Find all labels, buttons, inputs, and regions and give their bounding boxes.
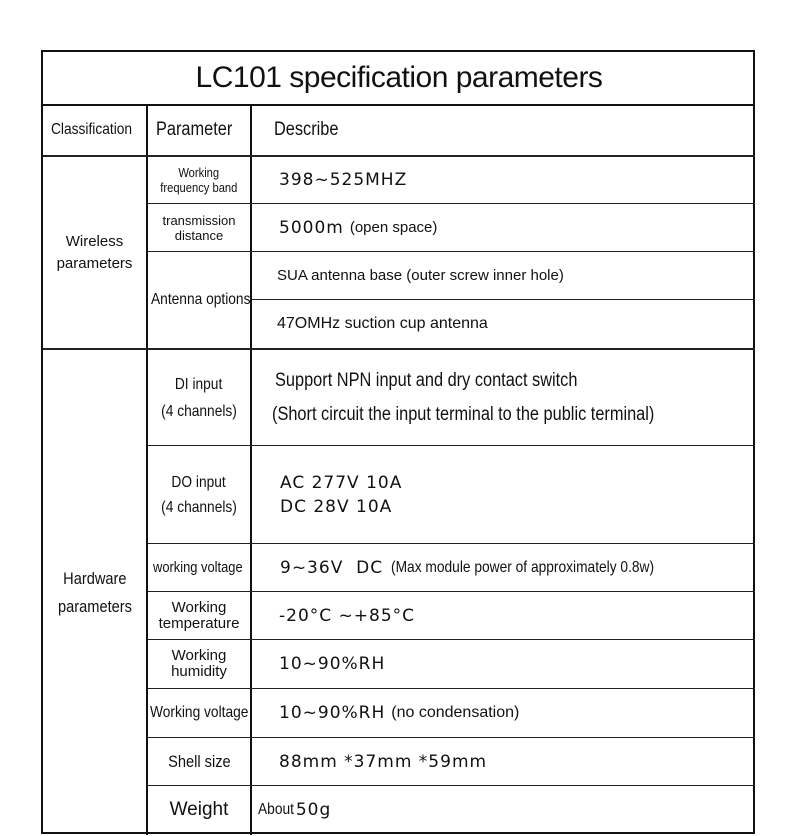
group-wireless: Wireless parameters <box>56 232 133 272</box>
param-weight: Weight <box>169 799 229 820</box>
param-humidity: Working humidity <box>171 647 227 680</box>
value-distance: 5000m (open space) <box>279 217 438 238</box>
value-working-voltage: 9~36V DC (Max module power of approximately 0.8w) <box>280 557 655 578</box>
table-title: LC101 specification parameters <box>43 52 755 106</box>
value-weight: About 50g <box>258 800 332 820</box>
param-shell-size: Shell size <box>167 751 231 771</box>
param-di-input: DI input (4 channels) <box>161 375 237 420</box>
value-do-input: AC 277V 10A DC 28V 10A <box>280 472 403 517</box>
param-distance: transmission distance <box>162 212 236 243</box>
header-parameter: Parameter <box>156 119 233 140</box>
param-antenna: Antenna options <box>151 291 251 308</box>
param-do-input: DO input (4 channels) <box>161 473 237 516</box>
param-frequency: Working frequency band <box>160 164 238 195</box>
param-working-voltage: working voltage <box>153 559 243 576</box>
param-working-voltage-2: Working voltage <box>150 704 249 721</box>
value-frequency: 398~525MHZ <box>279 169 408 190</box>
header-classification: Classification <box>51 121 133 138</box>
value-humidity: 10~90%RH <box>279 654 386 674</box>
value-temperature: -20°C ~+85°C <box>279 605 416 626</box>
value-antenna-1: SUA antenna base (outer screw inner hole) <box>277 267 564 284</box>
value-shell-size: 88mm *37mm *59mm <box>279 751 488 772</box>
group-hardware: Hardware parameters <box>57 569 132 616</box>
value-antenna-2: 47OMHz suction cup antenna <box>277 315 488 332</box>
spec-table <box>41 50 755 834</box>
value-di-input: Support NPN input and dry contact switch (Short circuit the input terminal to the public terminal) <box>272 369 655 425</box>
param-temperature: Working temperature <box>158 598 240 632</box>
header-describe: Describe <box>274 119 339 140</box>
value-working-voltage-2: 10~90%RH (no condensation) <box>279 703 520 723</box>
